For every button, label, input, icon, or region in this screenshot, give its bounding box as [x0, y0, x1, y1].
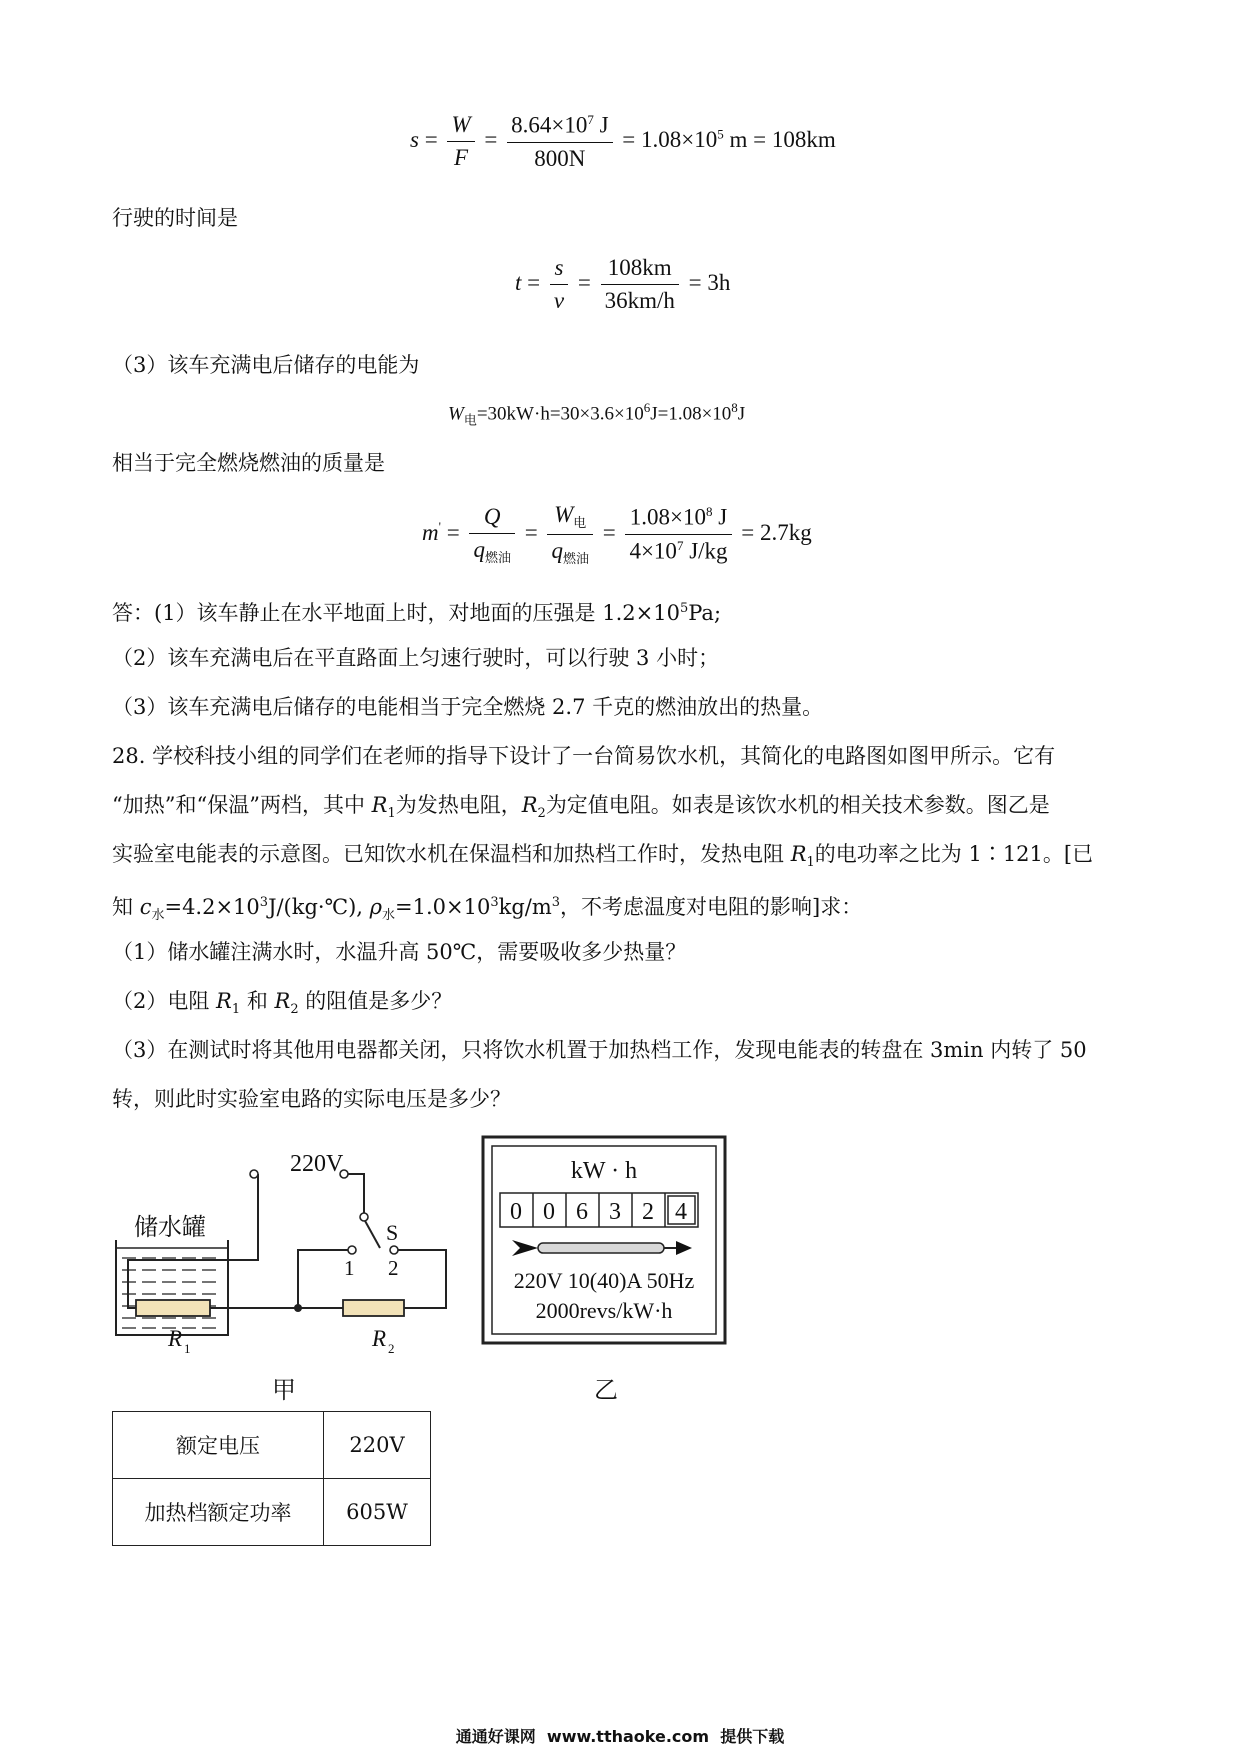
fraction: $\frac{1.08\times 10^8 J}{4\times 10^7 J/kg}$ [625, 504, 731, 564]
question-28-line1: 28. 学校科技小组的同学们在老师的指导下设计了一台简易饮水机，其简化的电路图如图甲所示。它有 [112, 744, 1056, 768]
meter-digit: 0 [510, 1199, 522, 1225]
resistor-r2 [343, 1300, 404, 1316]
table-cell-value: 220V [324, 1412, 431, 1479]
fraction: $\frac{W_电}{q_{燃油}}$ [547, 502, 593, 567]
table-cell-label: 加热档额定功率 [113, 1479, 324, 1546]
meter-digit: 6 [576, 1199, 588, 1225]
formula-mass: m' = $\frac{Q}{q_{燃油}}$ = $\frac{W_电}{q_{燃油}}$ = $\frac{1.08\times 10^8 J}{4\times 10^7 J/kg}$ = 2.7kg [422, 502, 812, 566]
table-row [113, 1412, 431, 1479]
formula-var: s [410, 127, 419, 153]
paragraph-time-intro: 行驶的时间是 [112, 206, 238, 230]
sub-question-2: （2）电阻 $R_1$ 和 $R_2$ 的阻值是多少？ [112, 989, 453, 1017]
voltage-label: 220V [290, 1151, 344, 1177]
formula-distance: s = $\frac{W}{F}$ = $\frac{8.64\times 10^7 J}{800N}$ = $1.08\times 10^5$ m = 108km [410, 112, 836, 171]
r2-label: R [372, 1326, 387, 1351]
fraction: $\frac{108km}{36km/h}$ [601, 255, 679, 314]
table-row [113, 1479, 431, 1546]
meter-rev-line: 2000revs/kW·h [535, 1298, 673, 1323]
junction-dot [294, 1304, 302, 1312]
meter-unit: kW · h [570, 1158, 638, 1184]
paragraph-equiv-intro: 相当于完全燃烧燃油的质量是 [112, 451, 385, 475]
circuit-diagram [108, 1140, 468, 1410]
tank-label: 储水罐 [134, 1213, 206, 1241]
meter-spec-line: 220V 10(40)A 50Hz [513, 1268, 695, 1293]
question-28-line3: 实验室电能表的示意图。已知饮水机在保温档和加热档工作时，发热电阻 $R_1$的电功率之比为 1∶121。[已 [112, 842, 1094, 870]
fraction: $\frac{W}{F}$ [447, 112, 474, 171]
answer-1: 答：(1）该车静止在水平地面上时，对地面的压强是 $1.2\times 10^5Pa$; [112, 601, 722, 625]
paragraph-part3-intro: （3）该车充满电后储存的电能为 [112, 353, 420, 377]
water-tank [116, 1240, 228, 1335]
answer-3: （3）该车充满电后储存的电能相当于完全燃烧 2.7 千克的燃油放出的热量。 [112, 695, 824, 719]
sub-question-3-line2: 转，则此时实验室电路的实际电压是多少？ [112, 1087, 511, 1111]
meter-digit: 3 [609, 1199, 621, 1225]
formula-energy: $W_电=30kW\cdot h=30\times 3.6\times 10^6J=1.08\times 10^8J$ [448, 400, 746, 428]
contact-1-label: 1 [344, 1256, 355, 1280]
fraction: $\frac{s}{v}$ [550, 255, 568, 314]
contact-2-label: 2 [388, 1256, 399, 1280]
r1-label: R [168, 1326, 183, 1351]
table-cell-value: 605W [324, 1479, 431, 1546]
meter-digit: 2 [642, 1199, 654, 1225]
parameters-table [112, 1411, 431, 1546]
answer-2: （2）该车充满电后在平直路面上匀速行驶时，可以行驶 3 小时； [112, 646, 720, 670]
meter-digit: 4 [675, 1199, 687, 1225]
fraction: $\frac{8.64\times 10^7 J}{800N}$ [507, 112, 612, 172]
table-cell-label: 额定电压 [113, 1412, 324, 1479]
resistor-r1 [136, 1300, 210, 1316]
r1-subscript: 1 [184, 1341, 191, 1356]
formula-time: t = $\frac{s}{v}$ = $\frac{108km}{36km/h}$ = 3h [515, 255, 731, 313]
question-28-line4: 知 $c_水=4.2\times 10^3J/(kg\cdot℃)$, $\rho_水=1.0\times 10^3kg/m^3$，不考虑温度对电阻的影响]求： [112, 895, 863, 923]
figure-caption-yi: 乙 [594, 1376, 618, 1404]
switch-label: S [386, 1220, 399, 1245]
energy-meter [480, 1134, 740, 1410]
page-footer: 通通好课网 www.tthaoke.com 提供下载 [455, 1727, 785, 1746]
sub-question-3-line1: （3）在测试时将其他用电器都关闭，只将饮水机置于加热档工作，发现电能表的转盘在 3min 内转了 50 [112, 1038, 1087, 1062]
r2-subscript: 2 [388, 1341, 395, 1356]
meter-digit: 0 [543, 1199, 555, 1225]
question-28-line2: “加热”和“保温”两档，其中 $R_1$为发热电阻，$R_2$为定值电阻。如表是该饮水机的相关技术参数。图乙是 [112, 793, 1050, 821]
sub-question-1: （1）储水罐注满水时，水温升高 50℃，需要吸收多少热量？ [112, 940, 687, 964]
figure-caption-jia: 甲 [272, 1376, 296, 1404]
meter-digits [500, 1193, 698, 1227]
fraction: $\frac{Q}{q_{燃油}}$ [469, 504, 515, 566]
